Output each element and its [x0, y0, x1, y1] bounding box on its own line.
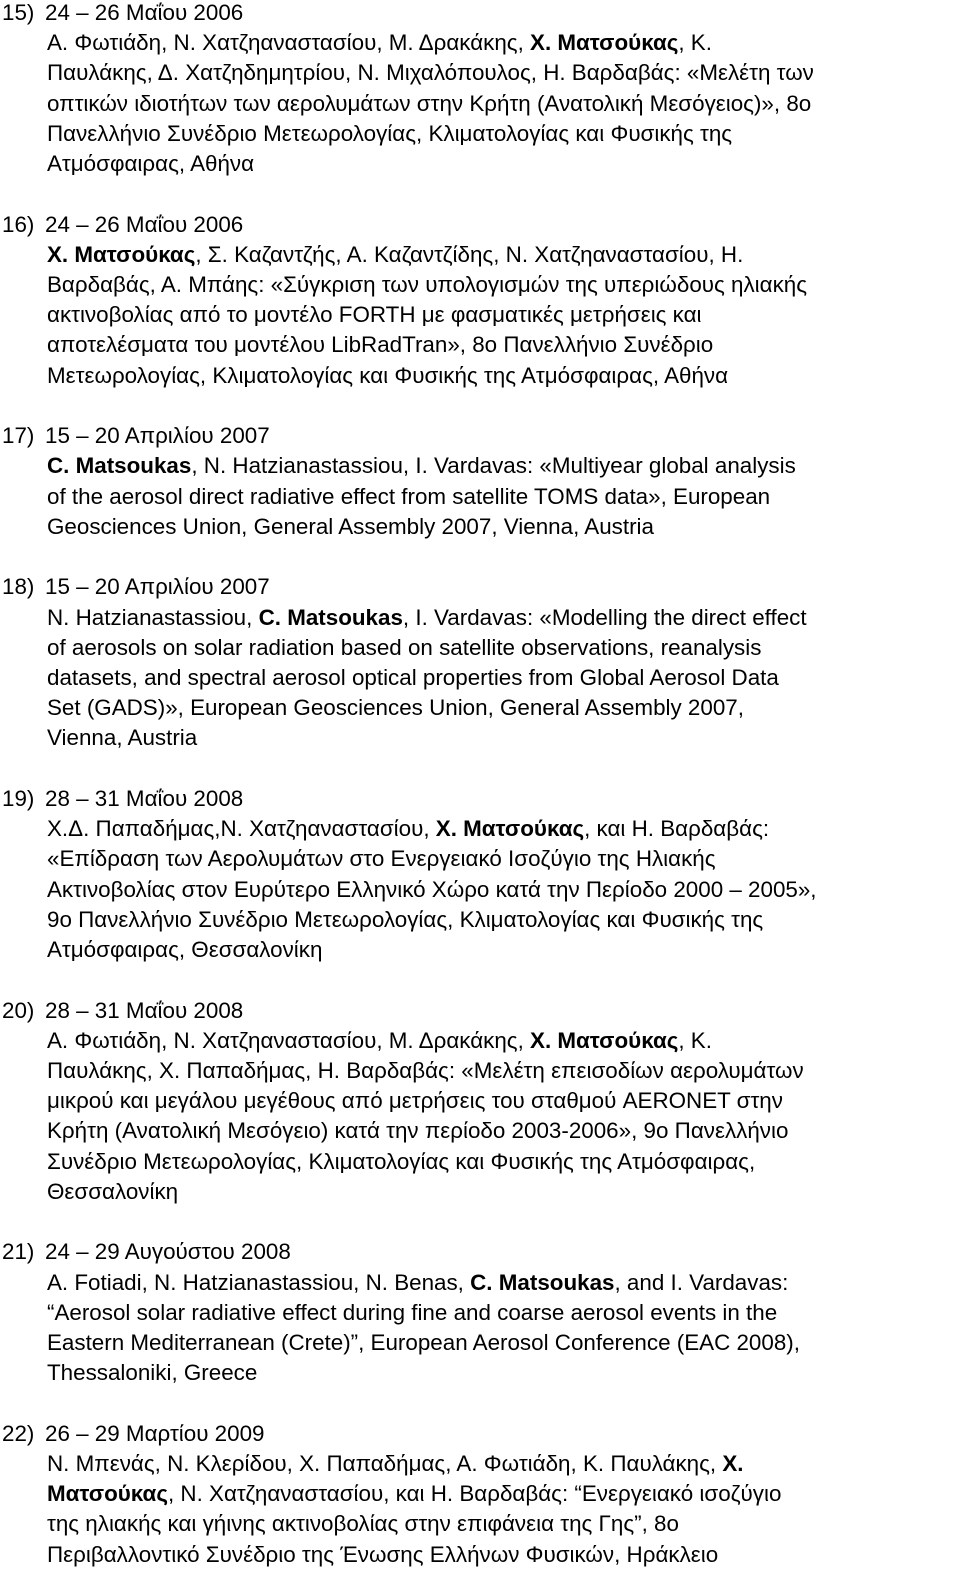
entry-date: 28 – 31 Μαΐου 2008: [45, 786, 244, 812]
entry-date: 15 – 20 Απριλίου 2007: [45, 574, 270, 600]
citation-line: [47, 1509, 952, 1539]
highlighted-author: Χ. Ματσούκας: [530, 1027, 679, 1053]
citation-text: N. Hatzianastassiou,: [47, 604, 259, 630]
citation-text: of aerosols on solar radiation based on satellite observations, reanalysis: [47, 634, 762, 660]
entry-citation: [47, 240, 952, 391]
citation-line: [47, 1116, 952, 1146]
entry-date: 24 – 26 Μαΐου 2006: [45, 0, 244, 25]
highlighted-author: C. Matsoukas: [47, 453, 192, 479]
citation-line: [47, 1026, 952, 1056]
entry-date: 28 – 31 Μαΐου 2008: [45, 997, 244, 1023]
entry-header: [2, 1419, 960, 1449]
entry-header: [2, 572, 960, 602]
citation-line: [47, 935, 952, 965]
citation-line: [47, 451, 952, 481]
citation-line: [47, 270, 952, 300]
citation-text: μικρού και μεγάλου μεγέθους από μετρήσεις του σταθμού AERONET στην: [47, 1088, 783, 1114]
citation-line: [47, 1479, 952, 1509]
citation-line: [47, 28, 952, 58]
citation-line: [47, 693, 952, 723]
entry-header: [2, 996, 960, 1026]
highlighted-author: Ματσούκας: [47, 1481, 168, 1507]
entry-header: [2, 1237, 960, 1267]
citation-text: , Σ. Καζαντζής, Α. Καζαντζίδης, Ν. Χατζηαναστασίου, Η.: [195, 241, 744, 267]
entry-header: [2, 784, 960, 814]
citation-text: Παυλάκης, Χ. Παπαδήμας, Η. Βαρδαβάς: «Μελέτη επεισοδίων αερολυμάτων: [47, 1058, 804, 1084]
entry-number: 18): [2, 574, 35, 600]
citation-text: της ηλιακής και γήινης ακτινοβολίας στην επιφάνεια της Γης”, 8ο: [47, 1511, 679, 1537]
entry-header: [2, 0, 960, 28]
entry-date: 24 – 29 Αυγούστου 2008: [45, 1239, 291, 1265]
citation-text: A. Fotiadi, N. Hatzianastassiou, N. Benas,: [47, 1269, 471, 1295]
entry-number: 17): [2, 423, 35, 449]
citation-text: , και Η. Βαρδαβάς:: [584, 816, 770, 842]
citation-line: [47, 149, 952, 179]
citation-line: [47, 1358, 952, 1388]
entry-number: 22): [2, 1420, 35, 1446]
highlighted-author: Χ. Ματσούκας: [530, 30, 679, 56]
citation-text: Α. Φωτιάδη, Ν. Χατζηαναστασίου, Μ. Δρακάκης,: [47, 30, 531, 56]
citation-line: [47, 1177, 952, 1207]
citation-line: [47, 1298, 952, 1328]
citation-text: , I. Vardavas: «Modelling the direct effect: [402, 604, 807, 630]
citation-text: datasets, and spectral aerosol optical properties from Global Aerosol Data: [47, 665, 779, 691]
citation-text: , Κ.: [678, 1027, 712, 1053]
entry-header: [2, 421, 960, 451]
citation-line: [47, 814, 952, 844]
entry-number: 19): [2, 786, 35, 812]
citation-text: Eastern Mediterranean (Crete)”, European Aerosol Conference (EAC 2008),: [47, 1330, 800, 1356]
citation-line: [47, 875, 952, 905]
citation-line: [47, 512, 952, 542]
publication-entry: [2, 1237, 960, 1388]
citation-text: 9ο Πανελλήνιο Συνέδριο Μετεωρολογίας, Κλιματολογίας και Φυσικής της: [47, 906, 764, 932]
entry-number: 20): [2, 997, 35, 1023]
highlighted-author: Χ. Ματσούκας: [435, 816, 585, 842]
citation-text: , Κ.: [678, 30, 712, 56]
publication-entry: [2, 421, 960, 542]
citation-line: [47, 58, 952, 88]
citation-line: [47, 361, 952, 391]
citation-text: Κρήτη (Ανατολική Μεσόγειο) κατά την περίοδο 2003-2006», 9ο Πανελλήνιο: [47, 1118, 789, 1144]
citation-text: Θεσσαλονίκη: [47, 1178, 179, 1204]
highlighted-author: Χ. Ματσούκας: [47, 241, 196, 267]
citation-text: Geosciences Union, General Assembly 2007, Vienna, Austria: [47, 513, 654, 539]
citation-line: [47, 240, 952, 270]
entry-number: 15): [2, 0, 35, 25]
citation-text: Περιβαλλοντικό Συνέδριο της Ένωσης Ελλήνων Φυσικών, Ηράκλειο: [47, 1541, 719, 1567]
citation-line: [47, 1056, 952, 1086]
citation-text: Μετεωρολογίας, Κλιματολογίας και Φυσικής της Ατμόσφαιρας, Αθήνα: [47, 362, 729, 388]
publication-entry: [2, 996, 960, 1207]
publication-entry: [2, 210, 960, 391]
citation-line: [47, 330, 952, 360]
citation-line: [47, 1328, 952, 1358]
citation-line: [47, 482, 952, 512]
citation-text: Ατμόσφαιρας, Αθήνα: [47, 151, 255, 177]
citation-line: [47, 89, 952, 119]
publication-entry: [2, 1419, 960, 1570]
citation-line: [47, 603, 952, 633]
citation-line: [47, 1449, 952, 1479]
publication-entry: [2, 784, 960, 965]
entry-citation: [47, 603, 952, 754]
citation-text: , N. Hatzianastassiou, I. Vardavas: «Multiyear global analysis: [191, 453, 796, 479]
citation-text: Α. Φωτιάδη, Ν. Χατζηαναστασίου, Μ. Δρακάκης,: [47, 1027, 531, 1053]
entry-citation: [47, 1449, 952, 1570]
entry-date: 26 – 29 Μαρτίου 2009: [45, 1420, 265, 1446]
citation-line: [47, 1268, 952, 1298]
citation-text: Ατμόσφαιρας, Θεσσαλονίκη: [47, 937, 323, 963]
citation-text: Ν. Μπενάς, Ν. Κλερίδου, Χ. Παπαδήμας, Α. Φωτιάδη, Κ. Παυλάκης,: [47, 1451, 723, 1477]
citation-text: Vienna, Austria: [47, 725, 198, 751]
citation-line: [47, 663, 952, 693]
citation-line: [47, 119, 952, 149]
entry-date: 15 – 20 Απριλίου 2007: [45, 423, 270, 449]
entry-number: 21): [2, 1239, 35, 1265]
citation-line: [47, 633, 952, 663]
citation-text: , Ν. Χατζηαναστασίου, και Η. Βαρδαβάς: “Ενεργειακό ισοζύγιο: [167, 1481, 782, 1507]
citation-text: «Επίδραση των Αερολυμάτων στο Ενεργειακό Ισοζύγιο της Ηλιακής: [47, 846, 716, 872]
highlighted-author: C. Matsoukas: [470, 1269, 615, 1295]
citation-line: [47, 1147, 952, 1177]
citation-text: Παυλάκης, Δ. Χατζηδημητρίου, Ν. Μιχαλόπουλος, Η. Βαρδαβάς: «Μελέτη των: [47, 60, 814, 86]
citation-text: Βαρδαβάς, Α. Μπάης: «Σύγκριση των υπολογισμών της υπεριώδους ηλιακής: [47, 272, 808, 298]
entry-citation: [47, 28, 952, 179]
citation-text: αποτελέσματα του μοντέλου LibRadTran», 8ο Πανελλήνιο Συνέδριο: [47, 332, 714, 358]
citation-text: ακτινοβολίας από το μοντέλο FORTH με φασματικές μετρήσεις και: [47, 302, 702, 328]
citation-text: of the aerosol direct radiative effect from satellite TOMS data», European: [47, 483, 771, 509]
citation-text: Ακτινοβολίας στον Ευρύτερο Ελληνικό Χώρο κατά την Περίοδο 2000 – 2005»,: [47, 876, 817, 902]
highlighted-author: C. Matsoukas: [258, 604, 403, 630]
entry-citation: [47, 814, 952, 965]
citation-text: Set (GADS)», European Geosciences Union, General Assembly 2007,: [47, 695, 744, 721]
citation-text: Thessaloniki, Greece: [47, 1360, 258, 1386]
citation-line: [47, 1540, 952, 1570]
citation-line: [47, 723, 952, 753]
publication-entry: [2, 0, 960, 179]
citation-text: Πανελλήνιο Συνέδριο Μετεωρολογίας, Κλιματολογίας και Φυσικής της: [47, 120, 733, 146]
citation-text: Χ.Δ. Παπαδήμας,Ν. Χατζηαναστασίου,: [47, 816, 436, 842]
highlighted-author: Χ.: [722, 1451, 744, 1477]
entry-citation: [47, 451, 952, 542]
citation-text: Συνέδριο Μετεωρολογίας, Κλιματολογίας και Φυσικής της Ατμόσφαιρας,: [47, 1148, 756, 1174]
citation-text: οπτικών ιδιοτήτων των αερολυμάτων στην Κρήτη (Ανατολική Μεσόγειος)», 8ο: [47, 90, 812, 116]
entry-citation: [47, 1026, 952, 1207]
citation-line: [47, 905, 952, 935]
citation-text: “Aerosol solar radiative effect during fine and coarse aerosol events in the: [47, 1299, 778, 1325]
citation-line: [47, 1086, 952, 1116]
publication-entry: [2, 572, 960, 753]
entry-date: 24 – 26 Μαΐου 2006: [45, 211, 244, 237]
citation-line: [47, 844, 952, 874]
entry-citation: [47, 1268, 952, 1389]
citation-text: , and I. Vardavas:: [614, 1269, 789, 1295]
entry-header: [2, 210, 960, 240]
entry-number: 16): [2, 211, 35, 237]
citation-line: [47, 300, 952, 330]
